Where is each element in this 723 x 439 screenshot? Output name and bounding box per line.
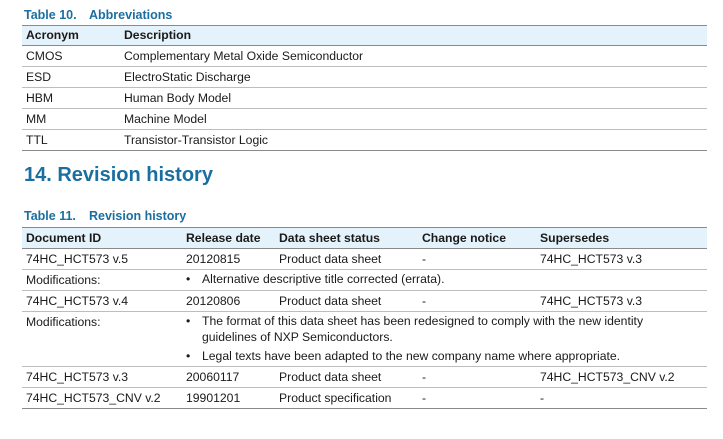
table-row xyxy=(22,291,707,312)
table-row xyxy=(22,109,707,130)
table-row xyxy=(22,46,707,67)
modification-item: • The format of this data sheet has been redesigned to comply with the new identity guidelines of NXP Semiconductors. xyxy=(184,312,662,347)
modifications-cell xyxy=(182,270,707,291)
status-cell: Product data sheet xyxy=(275,291,418,312)
table-row xyxy=(22,388,707,409)
section-heading: 14. Revision history xyxy=(24,164,213,186)
abbreviations-header-row xyxy=(22,26,707,46)
status-cell: Product data sheet xyxy=(275,249,418,270)
release-date-cell: 19901201 xyxy=(182,388,275,409)
acronym-cell: TTL xyxy=(22,130,120,151)
abbreviations-table-number: Table 10. xyxy=(24,8,77,22)
description-cell: Machine Model xyxy=(120,109,707,130)
column-header-description: Description xyxy=(120,26,707,46)
column-header-supersedes: Supersedes xyxy=(536,228,707,249)
status-cell: Product data sheet xyxy=(275,367,418,388)
column-header-document-id: Document ID xyxy=(22,228,182,249)
change-notice-cell: - xyxy=(418,388,536,409)
document-id-cell: 74HC_HCT573_CNV v.2 xyxy=(22,388,182,409)
modifications-label: Modifications: xyxy=(22,312,182,367)
supersedes-cell: 74HC_HCT573 v.3 xyxy=(536,249,707,270)
release-date-cell: 20120806 xyxy=(182,291,275,312)
acronym-cell: CMOS xyxy=(22,46,120,67)
modifications-cell xyxy=(182,312,707,367)
modification-item: • Alternative descriptive title corrected (errata). xyxy=(184,270,707,289)
status-cell: Product specification xyxy=(275,388,418,409)
column-header-status: Data sheet status xyxy=(275,228,418,249)
description-cell: Complementary Metal Oxide Semiconductor xyxy=(120,46,707,67)
table-row xyxy=(22,67,707,88)
revision-table-title: Revision history xyxy=(89,209,187,223)
document-id-cell: 74HC_HCT573 v.3 xyxy=(22,367,182,388)
revision-header-row xyxy=(22,228,707,249)
table-row xyxy=(22,367,707,388)
column-header-change-notice: Change notice xyxy=(418,228,536,249)
document-id-cell: 74HC_HCT573 v.5 xyxy=(22,249,182,270)
modifications-list xyxy=(184,270,707,289)
acronym-cell: MM xyxy=(22,109,120,130)
supersedes-cell: - xyxy=(536,388,707,409)
modifications-label: Modifications: xyxy=(22,270,182,291)
description-cell: Human Body Model xyxy=(120,88,707,109)
supersedes-cell: 74HC_HCT573_CNV v.2 xyxy=(536,367,707,388)
abbreviations-table xyxy=(22,25,707,151)
description-cell: Transistor-Transistor Logic xyxy=(120,130,707,151)
change-notice-cell: - xyxy=(418,249,536,270)
modifications-list xyxy=(184,312,707,366)
table-row xyxy=(22,130,707,151)
acronym-cell: ESD xyxy=(22,67,120,88)
table-row xyxy=(22,249,707,270)
modifications-row xyxy=(22,312,707,367)
abbreviations-table-title: Abbreviations xyxy=(89,8,173,22)
release-date-cell: 20120815 xyxy=(182,249,275,270)
abbreviations-table-caption xyxy=(24,8,172,22)
supersedes-cell: 74HC_HCT573 v.3 xyxy=(536,291,707,312)
acronym-cell: HBM xyxy=(22,88,120,109)
modifications-row xyxy=(22,270,707,291)
revision-history-table xyxy=(22,227,707,409)
revision-table-caption xyxy=(24,209,186,223)
change-notice-cell: - xyxy=(418,291,536,312)
column-header-release-date: Release date xyxy=(182,228,275,249)
change-notice-cell: - xyxy=(418,367,536,388)
release-date-cell: 20060117 xyxy=(182,367,275,388)
column-header-acronym: Acronym xyxy=(22,26,120,46)
table-row xyxy=(22,88,707,109)
modification-item: • Legal texts have been adapted to the new company name where appropriate. xyxy=(184,347,707,366)
revision-table-number: Table 11. xyxy=(24,209,76,223)
document-id-cell: 74HC_HCT573 v.4 xyxy=(22,291,182,312)
description-cell: ElectroStatic Discharge xyxy=(120,67,707,88)
